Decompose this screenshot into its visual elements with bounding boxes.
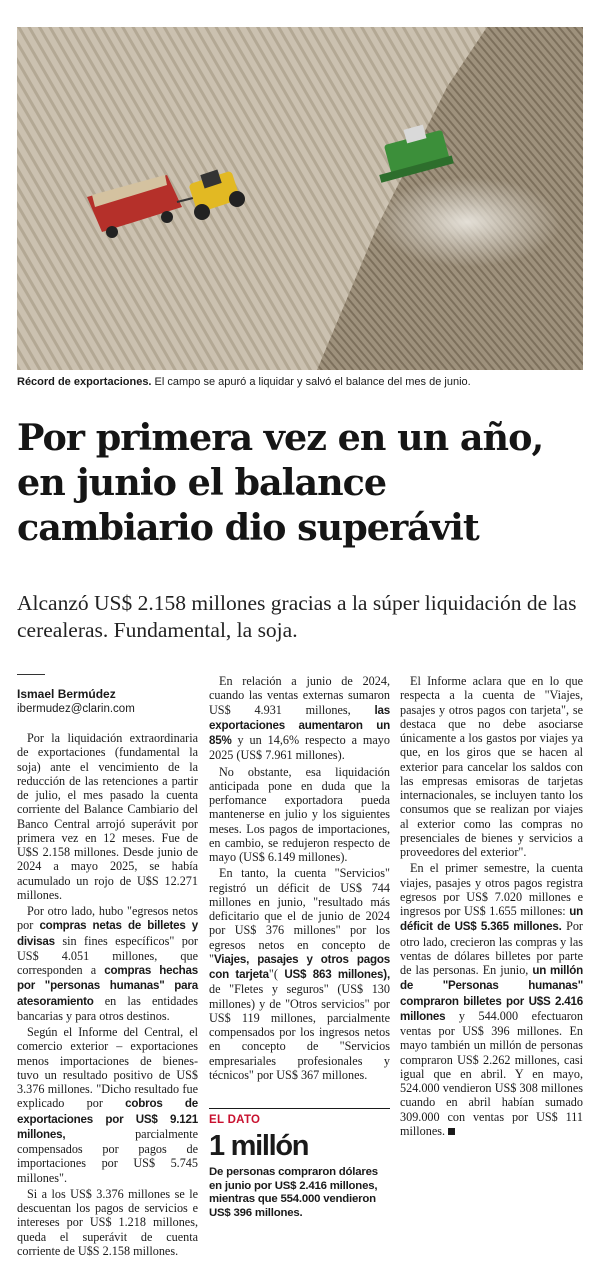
caption-text: El campo se apuró a liquidar y salvó el balance del mes de junio. xyxy=(151,376,471,388)
lead-photo xyxy=(17,27,583,370)
article-column-3 xyxy=(400,674,583,1140)
dato-figure: 1 millón xyxy=(209,1130,309,1162)
article-column-1 xyxy=(17,674,198,1260)
body-paragraph-1: Por la liquidación extraordinaria de exportaciones (fundamental la soja) ante el vencimiento de la reducción de las retenciones a partir de julio, el mes pasado la cuenta corriente del Balance Cambiario del Banco Central arrojó superávit por primera vez en 12 meses. Fue de U$S 2.158 millones. Desde junio de 2024 a mayo 2025, se había acumulado un rojo de U$S 12.271 millones. xyxy=(17,731,198,902)
dato-text: De personas compraron dólares en junio por US$ 2.416 millones, mientras que 554.000 vendieron US$ 396 millones. xyxy=(209,1166,378,1220)
body-paragraph-5: En relación a junio de 2024, cuando las ventas externas sumaron US$ 4.931 millones, las exportaciones aumentaron un 85% y un 14,6% respecto a mayo 2025 (US$ 7.961 millones). xyxy=(209,674,390,763)
el-dato-box xyxy=(209,1108,390,1221)
end-of-article-mark xyxy=(448,1128,455,1135)
harvest-field-image xyxy=(17,27,583,370)
dato-rule xyxy=(209,1108,390,1109)
subheadline: Alcanzó US$ 2.158 millones gracias a la súper liquidación de las cerealeras. Fundamental, la soja. xyxy=(17,591,577,642)
photo-caption xyxy=(17,375,587,389)
body-paragraph-9: En el primer semestre, la cuenta viajes, pasajes y otros pagos registra egresos por US$ 7.020 millones e ingresos por US$ 1.655 millones: un déficit de US$ 5.365 millones. Por otro lado, crecieron las compras y las ventas de dólares billetes por parte de las personas. En junio, un millón de "Personas humanas" compraron billetes por U$S 2.416 millones y 544.000 efectuaron ventas por US$ 396 millones. En mayo también un millón de personas compraron US$ 2.262 millones, casi igual que en abril. Y en mayo, 524.000 vendieron US$ 308 millones cuando en abril habían sumado 309.000 con ventas por US$ 111 millones. xyxy=(400,861,583,1138)
byline-rule xyxy=(17,674,45,675)
caption-lead: Récord de exportaciones. xyxy=(17,376,152,388)
body-paragraph-6: No obstante, esa liquidación anticipada pone en duda que la perfomance exportadora pueda mantenerse en julio y los siguientes meses. Los pagos de importaciones, en cambio, se redujeron respecto de mayo (US$ 6.149 millones). xyxy=(209,764,390,864)
body-paragraph-2: Por otro lado, hubo "egresos netos por compras netas de billetes y divisas sin fines específicos" por US$ 4.051 millones, que corresponden a compras hechas por "personas humanas" para atesoramiento en las entidades bancarias y para otros destinos. xyxy=(17,904,199,1023)
body-paragraph-8: El Informe aclara que en lo que respecta a la cuenta de "Viajes, pasajes y otros pagos con tarjeta", se destaca que no debe asociarse únicamente a los gastos por viajes ya que, en los giros que se hacen al exterior para cancelar los saldos con las empresas emisoras de tarjetas internacionales, se incluyen tanto los consumos que se realizan por viajes al exterior como las compras no presenciales de bienes y servicios a proveedores del exterior". xyxy=(400,674,583,859)
body-paragraph-4: Si a los US$ 3.376 millones se le descuentan los pagos de servicios e intereses por US$ 1.218 millones, queda el superávit de cuenta corriente de U$S 2.158 millones. xyxy=(17,1186,198,1258)
body-paragraph-7: En tanto, la cuenta "Servicios" registró un déficit de US$ 744 millones en junio, "resultado más deficitario que el de junio de 2024 por US$ 376 millones" por los egresos netos en concepto de "Viajes, pasajes y otros pagos con tarjeta"( US$ 863 millones), de "Fletes y seguros" (US$ 130 millones) y de "Otros servicios" por US$ 119 millones, parcialmente compensados por los ingresos netos en concepto de "Servicios empresariales profesionales y técnicos" por US$ 367 millones. xyxy=(209,866,390,1082)
headline: Por primera vez en un año, en junio el balance cambiario dio superávit xyxy=(17,416,544,549)
dato-label: EL DATO xyxy=(209,1114,261,1126)
byline-email: ibermudez@clarin.com xyxy=(17,703,135,715)
byline-author: Ismael Bermúdez xyxy=(17,687,116,701)
body-paragraph-3: Según el Informe del Central, el comercio exterior – exportaciones menos importaciones de bienes- tuvo un resultado positivo de US$ 3.376 millones. "Dicho resultado fue explicado por cobros de exportaciones por US$ 9.121 millones, parcialmente compensados por pagos de importaciones por US$ 5.745 millones". xyxy=(17,1025,199,1185)
article-column-2 xyxy=(209,674,390,1084)
